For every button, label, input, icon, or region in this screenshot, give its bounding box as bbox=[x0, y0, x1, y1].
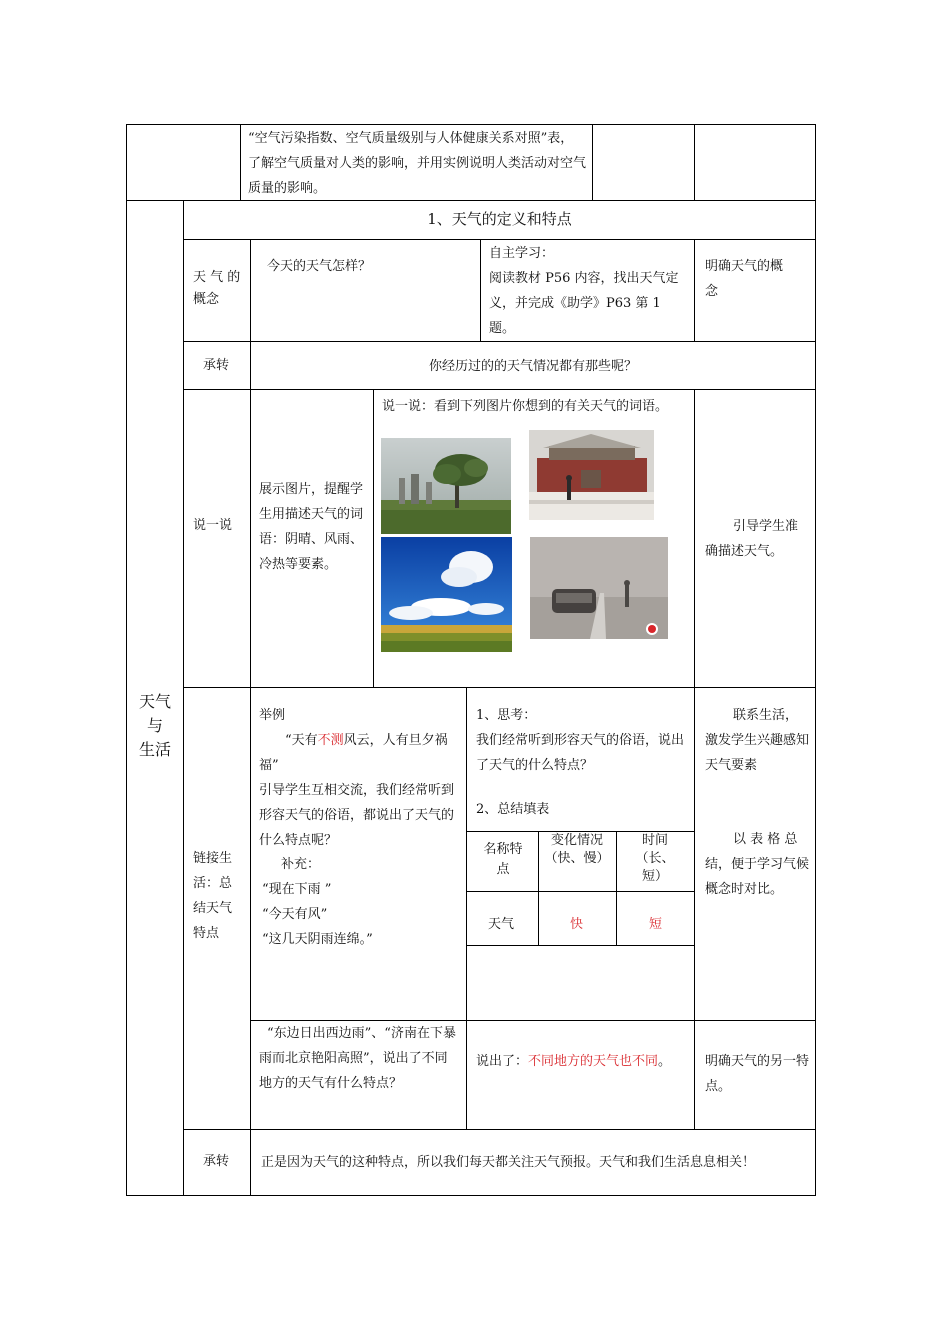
table-border bbox=[126, 1195, 816, 1196]
concept-goal: 明确天气的概念 bbox=[705, 259, 784, 299]
place-answer bbox=[476, 1049, 688, 1074]
side-label-line: 天气 bbox=[138, 692, 171, 711]
talk-label: 说一说 bbox=[193, 518, 233, 533]
grid-line bbox=[538, 831, 539, 946]
link-label: 链接生活：总结天气特点 bbox=[193, 851, 233, 941]
study-heading: 自主学习： bbox=[489, 246, 555, 261]
grid-line bbox=[240, 124, 241, 200]
grid-line bbox=[466, 945, 695, 946]
snowy-gate-photo bbox=[529, 430, 654, 520]
proverb-highlight: 不测 bbox=[317, 733, 344, 748]
grid-line bbox=[250, 239, 251, 1196]
grid-line bbox=[694, 687, 695, 1129]
blue-sky-photo bbox=[381, 537, 512, 652]
section-title: 1、天气的定义和特点 bbox=[427, 210, 572, 228]
grid-line bbox=[183, 200, 184, 1196]
table-border bbox=[126, 124, 816, 125]
table-header-change: 变化情况（快、慢） bbox=[544, 833, 610, 866]
link-goal-1: 联系生活，激发学生兴趣感知天气要素 bbox=[705, 708, 810, 773]
talk-teacher-text: 展示图片，提醒学生用描述天气的词语：阴晴、风雨、冷热等要素。 bbox=[259, 482, 364, 572]
grid-line bbox=[616, 831, 617, 946]
grid-line bbox=[183, 239, 816, 240]
transition-text: 你经历过的的天气情况都有那些呢？ bbox=[428, 359, 637, 374]
answer-suffix: 。 bbox=[658, 1054, 672, 1069]
link-goal-2: 以 表 格 总 结，便于学习气候概念时对比。 bbox=[705, 832, 810, 897]
concept-label: 天 气 的概念 bbox=[193, 270, 241, 307]
grid-line bbox=[694, 389, 695, 687]
grid-line bbox=[694, 239, 695, 341]
table-border bbox=[126, 124, 127, 1196]
grid-line bbox=[466, 687, 467, 1129]
table-header-time: 时间（长、短） bbox=[635, 833, 675, 884]
answer-prefix: 说出了： bbox=[476, 1054, 529, 1069]
think-heading: 1、思考： bbox=[476, 708, 537, 723]
grid-line bbox=[592, 124, 593, 200]
proverb-text bbox=[259, 728, 460, 778]
grid-line bbox=[694, 124, 695, 200]
guide-text: 引导学生互相交流，我们经常听到形容天气的俗语，都说出了天气的什么特点呢？ bbox=[259, 783, 455, 848]
transition-label-2: 承转 bbox=[203, 1154, 230, 1169]
table-cell-fast: 快 bbox=[570, 917, 584, 932]
place-goal: 明确天气的另一特点。 bbox=[705, 1054, 810, 1094]
place-text: “东边日出西边雨”、“济南在下暴雨而北京艳阳高照”，说出了不同地方的天气有什么特点？ bbox=[259, 1026, 456, 1091]
study-body: 阅读教材 P56 内容，找出天气定义，并完成《助学》P63 第 1 题。 bbox=[489, 271, 679, 336]
top-row-text: “空气污染指数、空气质量级别与人体健康关系对照”表，了解空气质量对人类的影响，并用实例说明人类活动对空气质量的影响。 bbox=[248, 131, 587, 196]
proverb-post: 风云，人有旦夕祸福” bbox=[259, 733, 448, 773]
table-cell-short: 短 bbox=[649, 917, 663, 932]
supplement-2: “今天有风” bbox=[262, 907, 328, 922]
side-label-line: 与 bbox=[146, 716, 163, 735]
transition-text-2: 正是因为天气的这种特点，所以我们每天都关注天气预报。天气和我们生活息息相关！ bbox=[261, 1155, 756, 1170]
example-heading: 举例 bbox=[259, 708, 286, 723]
summary-heading: 2、总结填表 bbox=[476, 802, 550, 817]
talk-prompt: 说一说：看到下列图片你想到的有关天气的词语。 bbox=[382, 399, 669, 414]
supplement-label: 补充： bbox=[281, 857, 321, 872]
think-body: 我们经常听到形容天气的俗语，说出了天气的什么特点？ bbox=[476, 733, 685, 773]
table-header-name: 名称特点 bbox=[483, 842, 523, 877]
transition-label: 承转 bbox=[203, 358, 230, 373]
grid-line bbox=[183, 687, 816, 688]
grid-line bbox=[183, 389, 816, 390]
grid-line bbox=[183, 1129, 816, 1130]
grid-line bbox=[373, 389, 374, 687]
table-cell-weather: 天气 bbox=[488, 917, 515, 932]
proverb-pre: “天有 bbox=[285, 733, 318, 748]
talk-goal: 引导学生准确描述天气。 bbox=[705, 519, 799, 559]
answer-highlight: 不同地方的天气也不同 bbox=[528, 1054, 659, 1069]
grid-line bbox=[466, 891, 695, 892]
side-label bbox=[128, 690, 182, 762]
table-border bbox=[815, 124, 816, 1196]
foggy-road-photo bbox=[530, 537, 668, 639]
grid-line bbox=[480, 239, 481, 341]
supplement-3: “这几天阴雨连绵。” bbox=[262, 932, 373, 947]
stormy-tree-photo bbox=[381, 438, 511, 534]
side-label-line: 生活 bbox=[138, 740, 171, 759]
grid-line bbox=[183, 341, 816, 342]
supplement-1: “现在下雨 ” bbox=[262, 882, 332, 897]
concept-question: 今天的天气怎样？ bbox=[267, 259, 372, 274]
